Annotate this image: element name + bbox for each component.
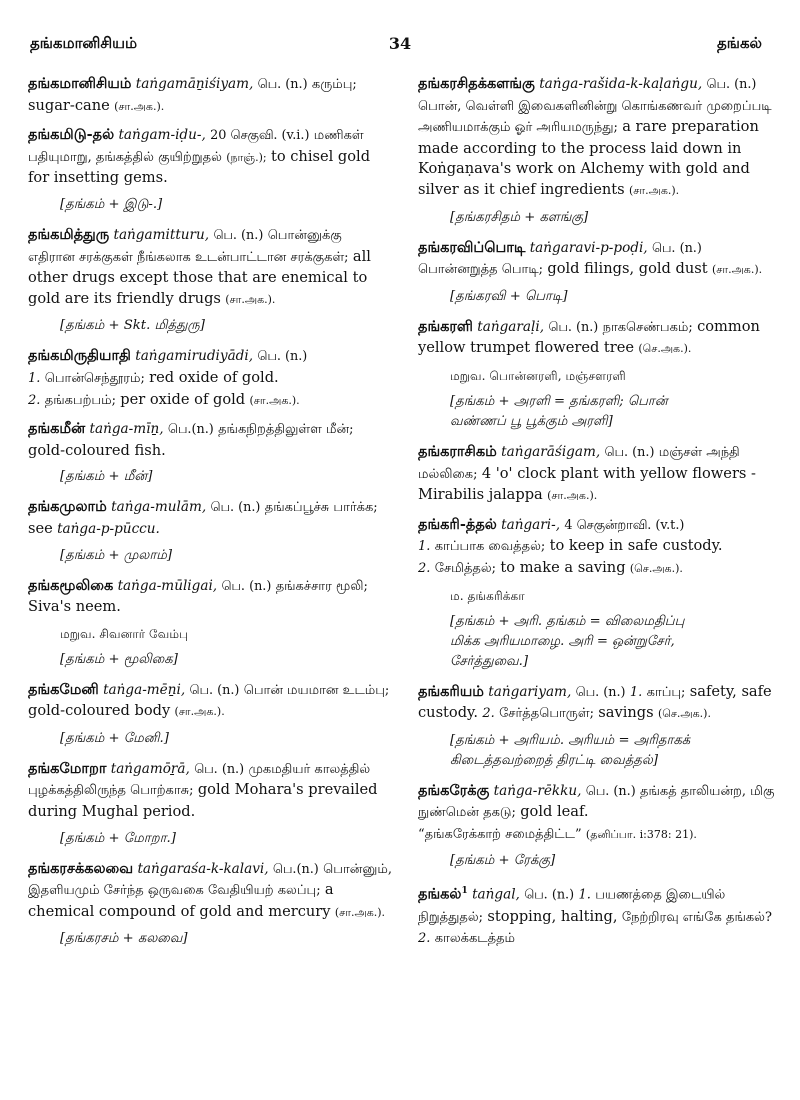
headword: தங்கரியம்	[418, 682, 484, 700]
tamil-definition: மணிகள் பதியுமாறு, தங்கத்தில் குயிற்றுதல்	[28, 128, 364, 165]
transliteration: taṅga-mīṉ,	[89, 421, 164, 438]
transliteration: taṅgam-iḍu-,	[118, 127, 206, 144]
source-reference: (சா.அக.).	[114, 99, 165, 113]
sense-number: 2.	[418, 560, 431, 576]
source-reference: (தனிப்பா. i:378: 21).	[585, 827, 697, 841]
etymology: [தங்கம் + ரேக்கு]	[450, 853, 556, 869]
tamil-definition: பொன்னும், இதளியமும் சேர்ந்த ஒருவகை வேதியியற் கலப்பு;	[28, 861, 392, 899]
english-definition: common yellow trumpet flowered tree	[418, 317, 760, 357]
english-definition: a rare preparation made according to the process laid down in Koṅgaṇava's work on Alchemy with gold and silver as it chief ingredients	[418, 118, 759, 198]
dictionary-entry	[418, 238, 780, 307]
source-reference: (நாஞ்.);	[226, 150, 267, 164]
transliteration: taṅga-mēṉi,	[103, 681, 186, 698]
english-definition: 4 'o' clock plant with yellow flowers - Mirabilis jalappa	[418, 464, 756, 504]
source-reference: (செ.அக.).	[657, 707, 711, 721]
source-reference: (செ.அக.).	[638, 342, 692, 356]
part-of-speech: பெ. (n.)	[221, 578, 272, 594]
dictionary-entry	[418, 515, 780, 672]
source-reference: (சா.அக.).	[225, 292, 276, 306]
etymology: [தங்கம் + இடு-.]	[60, 196, 163, 212]
part-of-speech: பெ. (n.)	[706, 77, 757, 92]
headword: தங்கரளி	[418, 317, 473, 335]
headword: தங்கரசிதக்களங்கு	[418, 75, 535, 92]
part-of-speech: பெ. (n.)	[548, 319, 599, 335]
sense-number: 1.	[578, 888, 591, 903]
dictionary-entry	[28, 419, 392, 487]
sense-2	[28, 390, 392, 412]
etymology	[450, 612, 780, 672]
headword: தங்கரவிப்பொடி	[418, 238, 526, 256]
page-number: 34	[388, 34, 412, 53]
tamil-definition: தங்கபற்பம்;	[44, 392, 116, 408]
etymology: [தங்கம் + மீன்]	[60, 469, 153, 485]
dictionary-entry	[418, 442, 780, 507]
transliteration: taṅgamitturu,	[113, 226, 210, 243]
headword: தங்கராசிகம்	[418, 442, 497, 460]
etymology: [தங்கம் + மேனி.]	[60, 730, 169, 746]
etymology-line: [தங்கம் + அரியம். அரியம் = அரிதாகக்	[450, 732, 691, 748]
etymology: [தங்கம் + முலாம்]	[60, 547, 173, 563]
transliteration: taṅga-mūligai,	[117, 577, 218, 594]
tamil-definition: தங்கநிறத்திலுள்ள மீன்;	[218, 422, 354, 438]
transliteration: taṅga-mulām,	[111, 499, 207, 516]
dictionary-entry	[28, 859, 392, 950]
transliteration: taṅgaraśa-k-kalavi,	[137, 860, 269, 877]
part-of-speech: பெ.(n.)	[167, 422, 214, 438]
english-definition: gold Mohara's prevailed during Mughal period.	[28, 781, 378, 821]
part-of-speech: பெ. (n.)	[651, 240, 702, 256]
english-definition: see	[28, 519, 53, 537]
sense-1	[418, 536, 780, 558]
transliteration: taṅgamōṟā,	[110, 760, 190, 777]
headword: தங்கமோறா	[28, 759, 107, 777]
tamil-definition: தங்கத் தாலியன்ற, மிகு நுண்மென் தகடு;	[418, 783, 775, 821]
english-definition: stopping, halting,	[487, 907, 618, 925]
tamil-definition: காப்பாக வைத்தல்;	[434, 539, 546, 555]
etymology-line: மிக்க அரியமாழை. அரி = ஒன்றுசேர்,	[450, 633, 675, 649]
headword: தங்கமிடு-தல்	[28, 126, 115, 144]
source-reference: (சா.அக.).	[547, 489, 598, 503]
part-of-speech: பெ. (n.)	[575, 684, 626, 700]
etymology-line: கிடைத்தவற்றைத் திரட்டி வைத்தல்]	[450, 752, 658, 768]
etymology-line: வண்ணப் பூ பூக்கும் அரளி]	[450, 413, 613, 429]
part-of-speech: பெ. (n.)	[189, 682, 240, 698]
part-of-speech: பெ. (n.)	[604, 444, 655, 460]
headword: தங்கல்	[418, 886, 462, 903]
english-definition: safety, safe custody.	[418, 682, 772, 722]
tamil-definition: தங்கப்பூச்சு பார்க்க;	[264, 500, 378, 516]
running-head-first-word: தங்கமானிசியம்	[30, 34, 138, 52]
cognates: ம. தங்கரிக்கா	[450, 588, 525, 603]
homonym-number: 1	[461, 886, 468, 897]
etymology: [தங்கம் + மூலிகை]	[60, 651, 178, 667]
english-definition: gold filings, gold dust	[547, 260, 708, 278]
headword: தங்கமீன்	[28, 420, 86, 438]
transliteration: taṅgaraḷi,	[477, 318, 545, 335]
english-definition: to make a saving	[500, 558, 626, 576]
headword: தங்கமிருதியாதி	[28, 347, 131, 365]
part-of-speech: பெ.(n.)	[272, 861, 319, 877]
usage-example: நேற்றிரவு எங்கே தங்கல்?	[621, 909, 772, 925]
tamil-definition: காப்பு;	[646, 684, 686, 700]
transliteration: taṅgariyam,	[488, 683, 572, 700]
etymology-line: சேர்த்துவை.]	[450, 653, 529, 669]
part-of-speech: 4 செகுன்றாவி. (v.t.)	[564, 517, 685, 533]
tamil-definition: மஞ்சள் அந்தி மல்லிகை;	[418, 444, 740, 482]
headword: தங்கரி-த்தல்	[418, 515, 497, 533]
tamil-definition: பொன் மயமான உடம்பு;	[243, 682, 390, 698]
tamil-definition: பொன், வெள்ளி இவைகளினின்று கொங்கணவர் முறைப்படி அணியமாக்கும் ஓர் அரியமருந்து;	[418, 98, 772, 136]
dictionary-entry	[28, 74, 392, 117]
sense-number: 2.	[482, 706, 495, 722]
headword: தங்கரேக்கு	[418, 781, 490, 799]
tamil-definition: பயணத்தை இடையில் நிறுத்துதல்;	[418, 888, 726, 925]
etymology	[450, 731, 780, 771]
tamil-definition: காலக்கடத்தம்	[434, 931, 516, 947]
sense-number: 1.	[418, 539, 431, 555]
sense-number: 1.	[629, 684, 643, 700]
transliteration: taṅgamirudiyādi,	[135, 348, 254, 365]
part-of-speech: பெ. (n.)	[213, 227, 264, 243]
part-of-speech: பெ. (n.)	[524, 888, 575, 903]
headword: தங்கமானிசியம்	[28, 75, 132, 92]
part-of-speech: பெ. (n.)	[210, 500, 261, 516]
tamil-definition: தங்கச்சார மூலி;	[275, 578, 368, 594]
citation	[418, 824, 780, 846]
english-definition: per oxide of gold	[120, 390, 246, 408]
headword: தங்கமேனி	[28, 680, 99, 698]
transliteration: taṅgal,	[472, 887, 520, 903]
source-reference: (சா.அக.).	[174, 705, 225, 719]
right-column	[418, 74, 780, 958]
dictionary-entry	[418, 682, 780, 771]
dictionary-entry	[418, 74, 780, 228]
tamil-definition: கரும்பு;	[311, 77, 357, 92]
english-definition: gold leaf.	[520, 803, 589, 821]
source-reference: (சா.அக.).	[711, 263, 763, 277]
citation-quote: “தங்கரேக்காற் சமைத்திட்ட”	[418, 826, 582, 842]
headword: தங்கரசக்கலவை	[28, 859, 134, 877]
english-definition: red oxide of gold.	[149, 368, 279, 386]
english-definition: sugar-cane	[28, 96, 110, 114]
tamil-definition: பொன்செந்தூரம்;	[44, 370, 145, 386]
sense-number: 2.	[418, 931, 431, 947]
english-definition: to keep in safe custody.	[549, 537, 723, 555]
dictionary-entry	[28, 497, 392, 565]
source-reference: (செ.அக.).	[629, 561, 683, 575]
source-reference: (சா.அக.).	[334, 905, 386, 919]
etymology-line: [தங்கம் + அரளி = தங்கரளி; பொன்	[450, 393, 668, 409]
part-of-speech: 20 செகுவி. (v.i.)	[210, 128, 310, 144]
sense-number: 2.	[28, 392, 41, 408]
tamil-definition: நாகசெண்பகம்;	[602, 319, 693, 335]
dictionary-entry	[28, 576, 392, 670]
english-definition: to chisel gold for insetting gems.	[28, 147, 371, 187]
dictionary-entry	[28, 346, 392, 411]
transliteration: taṅgarāśigam,	[501, 443, 601, 460]
etymology: [தங்கம் + Skt. மித்துரு]	[60, 318, 205, 334]
english-definition: all other drugs except those that are enemical to gold are its friendly drugs	[28, 247, 371, 307]
left-column	[28, 74, 392, 959]
english-definition: gold-coloured body	[28, 702, 171, 720]
tamil-definition: பொன்னுக்கு எதிரான சரக்குகள் நீங்கலாக உடன்பாட்டான சரக்குகள்;	[28, 227, 349, 265]
headword: தங்கமித்துரு	[28, 225, 110, 243]
part-of-speech: பெ. (n.)	[257, 77, 308, 92]
etymology: [தங்கம் + மோறா.]	[60, 830, 176, 846]
tamil-definition: பொன்னறுத்த பொடி;	[418, 262, 544, 278]
synonyms: மறுவ. சிவனார் வேம்பு	[60, 626, 189, 641]
transliteration: taṅgamāṉiśiyam,	[135, 76, 254, 92]
etymology: [தங்கரவி + பொடி]	[450, 288, 568, 304]
etymology: [தங்கரசிதம் + களங்கு]	[450, 209, 589, 225]
dictionary-entry	[28, 225, 392, 336]
dictionary-entry	[418, 317, 780, 432]
sense-1	[28, 368, 392, 390]
headword: தங்கமூலிகை	[28, 576, 114, 594]
etymology	[450, 392, 780, 432]
transliteration: taṅgari-,	[501, 516, 561, 533]
english-definition: Siva's neem.	[28, 598, 121, 616]
english-definition: a chemical compound of gold and mercury	[28, 881, 334, 920]
cross-reference: taṅga-p-pūccu.	[57, 520, 160, 537]
part-of-speech: பெ. (n.)	[194, 761, 245, 777]
dictionary-entry	[28, 759, 392, 849]
headword: தங்கமுலாம்	[28, 498, 107, 516]
etymology-line: [தங்கம் + அரி. தங்கம் = விலைமதிப்பு	[450, 613, 685, 629]
dictionary-entry	[418, 781, 780, 872]
dictionary-entry	[28, 680, 392, 749]
tamil-definition: சேர்த்தபொருள்;	[499, 706, 594, 722]
part-of-speech: பெ. (n.)	[585, 783, 636, 799]
tamil-definition: சேமித்தல்;	[434, 560, 497, 576]
source-reference: (சா.அக.).	[629, 183, 680, 197]
running-head-last-word: தங்கல்	[717, 34, 762, 52]
sense-2	[418, 558, 780, 580]
part-of-speech: பெ. (n.)	[257, 349, 308, 365]
transliteration: taṅga-rēkku,	[493, 782, 582, 799]
tamil-definition: முகமதியர் காலத்தில் புழக்கத்திலிருந்த பொற்காசு;	[28, 761, 371, 799]
source-reference: (சா.அக.).	[249, 393, 300, 407]
etymology: [தங்கரசம் + கலவை]	[60, 931, 188, 947]
dictionary-entry	[418, 881, 780, 949]
english-definition: gold-coloured fish.	[28, 441, 166, 459]
dictionary-entry	[28, 125, 392, 215]
english-definition: savings	[598, 704, 654, 722]
synonyms: மறுவ. பொன்னரளி, மஞ்சளரளி	[450, 368, 626, 383]
transliteration: taṅga-rašida-k-kaḷaṅgu,	[539, 76, 703, 92]
sense-number: 1.	[28, 370, 41, 386]
transliteration: taṅgaravi-p-poḍi,	[529, 239, 648, 256]
